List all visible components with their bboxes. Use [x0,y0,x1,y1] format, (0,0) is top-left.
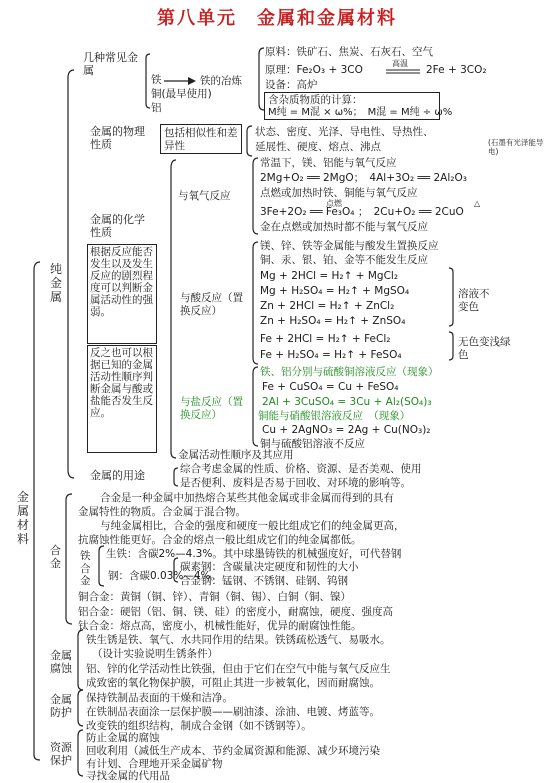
protection-line-1: 保持铁制品表面的干燥和洁净。 [86,692,233,704]
salt-eq-3: Cu + 2AgNO₃ = 2Ag + Cu(NO₃)₂ [262,424,431,436]
smelting-raw-materials: 原料：铁矿石、焦炭、石灰石、空气 [265,46,433,58]
smelting-principle: 原理：Fe₂O₃ + 3CO [265,64,363,76]
uses-heading: 金属的用途 [90,469,145,482]
acid-reaction-label: 与酸反应（置换反应） [180,292,243,317]
resource-line-1: 防止金属的腐蚀 [86,732,160,744]
corrosion-line-4: 成致密的氧化物保护膜，可阻止其进一步被氧化，因而耐腐蚀。 [86,677,380,689]
smelting-product: 2Fe + 3CO₂ [426,64,487,76]
alloy-para-1: 合金是一种金属中加热熔合某些其他金属或非金属而得到的具有 [100,492,394,504]
reasoning-text-1: 根据反应能否发生以及发生反应的剧烈程度可以判断金属活动性的强弱。 [90,246,153,318]
titanium-alloy-line: 钛合金：熔点高，密度小，机械性能好，优异的耐腐蚀性能。 [78,620,362,632]
acid-line-2: 铜、汞、银、铂、金等不能发生反应 [260,254,428,266]
similarity-text: 包括相似性和差异性 [164,127,238,152]
metal-copper: 铜(最早使用) [151,88,212,100]
copper-alloy-line: 铜合金：黄铜（铜、锌）、青铜（铜、锡）、白铜（铜、镍） [78,591,351,603]
iron-smelting-label: 铁的冶炼 [200,75,242,87]
steel-line: 钢：含碳0.03%—4%。 [108,570,222,582]
oxygen-line-3: 点燃或加热时铁、铜能与氧气反应 [260,187,418,199]
salt-reaction-label: 与盐反应（置换反应） [180,396,243,421]
acid-eq-5: Fe + 2HCl = H₂↑ + FeCl₂ [260,333,391,345]
reasoning-text-2: 反之也可以根据已知的金属活动性顺序判断金属与酸或盐能否发生反应。 [90,347,153,419]
page-title: 第八单元 金属和金属材料 [157,8,397,29]
carbon-steel-line: 碳素钢：含碳量决定硬度和韧性的大小 [180,561,359,573]
corrosion-line-1: 铁生锈是铁、氧气、水共同作用的结果。铁锈疏松透气、易吸水。 [86,634,391,646]
corrosion-line-2: （设计实验说明生锈条件） [92,648,218,660]
physical-properties-heading: 金属的物理性质 [90,125,145,151]
acid-eq-3: Zn + 2HCl = H₂↑ + ZnCl₂ [260,300,395,312]
protection-line-2: 在铁制品表面涂一层保护膜——刷油漆、涂油、电镀、烤蓝等。 [86,706,380,718]
protection-line-3: 改变铁的组织结构，制成合金钢（如不锈钢等）。 [86,720,312,732]
oxygen-reaction-label: 与氧气反应 [178,190,231,202]
ignite-condition: 点燃 [326,199,342,208]
alloy-steel-line: 合金钢：锰钢、不锈钢、硅钢、钨钢 [180,575,348,587]
oxygen-line-4: 3Fe+2O₂ ══ Fe₃O₄ ； 2Cu+O₂ ══ 2CuO [260,206,464,218]
pure-metal-label: 纯金属 [50,262,63,304]
alloy-heading: 合金 [50,544,61,570]
common-metals-heading: 几种常见金属 [83,51,138,77]
salt-eq-1: Fe + CuSO₄ = Cu + FeSO₄ [262,381,399,393]
acid-eq-6: Fe + H₂SO₄ = H₂↑ + FeSO₄ [260,349,402,361]
metal-iron: 铁 [151,74,162,86]
physical-props-line2: 延展性、硬度、熔点、沸点 [255,141,381,153]
impurity-calc-formula: M纯 = M混 × ω%； M混 = M纯 ÷ ω% [268,107,453,118]
acid-line-1: 镁、锌、铁等金属能与酸发生置换反应 [260,240,439,252]
acid-note-green: 无色变浅绿色 [458,336,511,361]
uses-line-2: 是否便利、废料是否易于回收、对环境的影响等。 [180,477,411,489]
impurity-calc-title: 含杂质物质的计算： [268,94,363,106]
smelting-equipment: 设备：高炉 [265,79,318,91]
salt-line-3: 铜与硫酸铝溶液不反应 [260,438,365,450]
graphite-note: (石墨有光泽能导电) [488,138,544,156]
high-temp-condition: 高温 [392,59,408,68]
uses-line-1: 综合考虑金属的性质、价格、资源、是否美观、使用 [180,463,422,475]
resource-heading: 资源保护 [50,741,72,767]
acid-eq-1: Mg + 2HCl = H₂↑ + MgCl₂ [260,270,399,282]
acid-eq-2: Mg + H₂SO₄ = H₂↑ + MgSO₄ [260,285,410,297]
heat-condition: △ [474,199,481,208]
aluminum-alloy-line: 铝合金：硬铝（铝、铜、镁、硅）的密度小，耐腐蚀，硬度、强度高 [78,606,393,618]
alloy-para-3: 与纯金属相比，合金的强度和硬度一般比组成它们的纯金属更高， [100,520,405,532]
acid-note-colorless: 溶液不变色 [458,288,490,313]
alloy-para-2: 金属特性的物质。合金属于混合物。 [78,506,246,518]
pig-iron-line: 生铁：含碳2%—4.3%。其中球墨铸铁的机械强度好，可代替钢 [106,548,402,560]
chemical-properties-heading: 金属的化学性质 [90,213,145,239]
salt-line-2: 铜能与硝酸银溶液反应 （现象） [258,410,411,422]
root-label: 金属材料 [17,490,30,546]
salt-eq-2: 2Al + 3CuSO₄ = 3Cu + Al₂(SO₄)₃ [262,396,432,408]
corrosion-line-3: 铝、锌的化学活动性比铁强，但由于它们在空气中能与氧气反应生 [86,663,391,675]
resource-line-2: 回收利用（减低生产成本、节约金属资源和能源、减少环境污染 [86,745,380,757]
resource-line-3: 有计划、合理地开采金属矿物 [86,758,223,770]
activity-order-label: 金属活动性顺序及其应用 [178,449,294,461]
iron-alloy-label: 铁合金 [80,550,91,587]
salt-line-1: 铁、铝分别与硫酸铜溶液反应（现象） [260,366,439,378]
metal-aluminum: 铝 [151,102,162,114]
corrosion-heading: 金属腐蚀 [50,649,72,675]
oxygen-line-2: 2Mg+O₂ ══ 2MgO； 4Al+3O₂ ══ 2Al₂O₃ [260,172,467,184]
oxygen-line-5: 金在点燃或加热时都不能与氧气反应 [260,221,428,233]
oxygen-line-1: 常温下，镁、铝能与氧气反应 [260,157,397,169]
physical-props-line1: 状态、密度、光泽、导电性、导热性、 [255,126,434,138]
acid-eq-4: Zn + H₂SO₄ = H₂↑ + ZnSO₄ [260,315,406,327]
protection-heading: 金属防护 [50,693,72,719]
resource-line-4: 寻找金属的代用品 [86,770,170,782]
alloy-para-4: 抗腐蚀性能更好。合金的熔点一般比组成它们的纯金属都低。 [78,534,362,546]
